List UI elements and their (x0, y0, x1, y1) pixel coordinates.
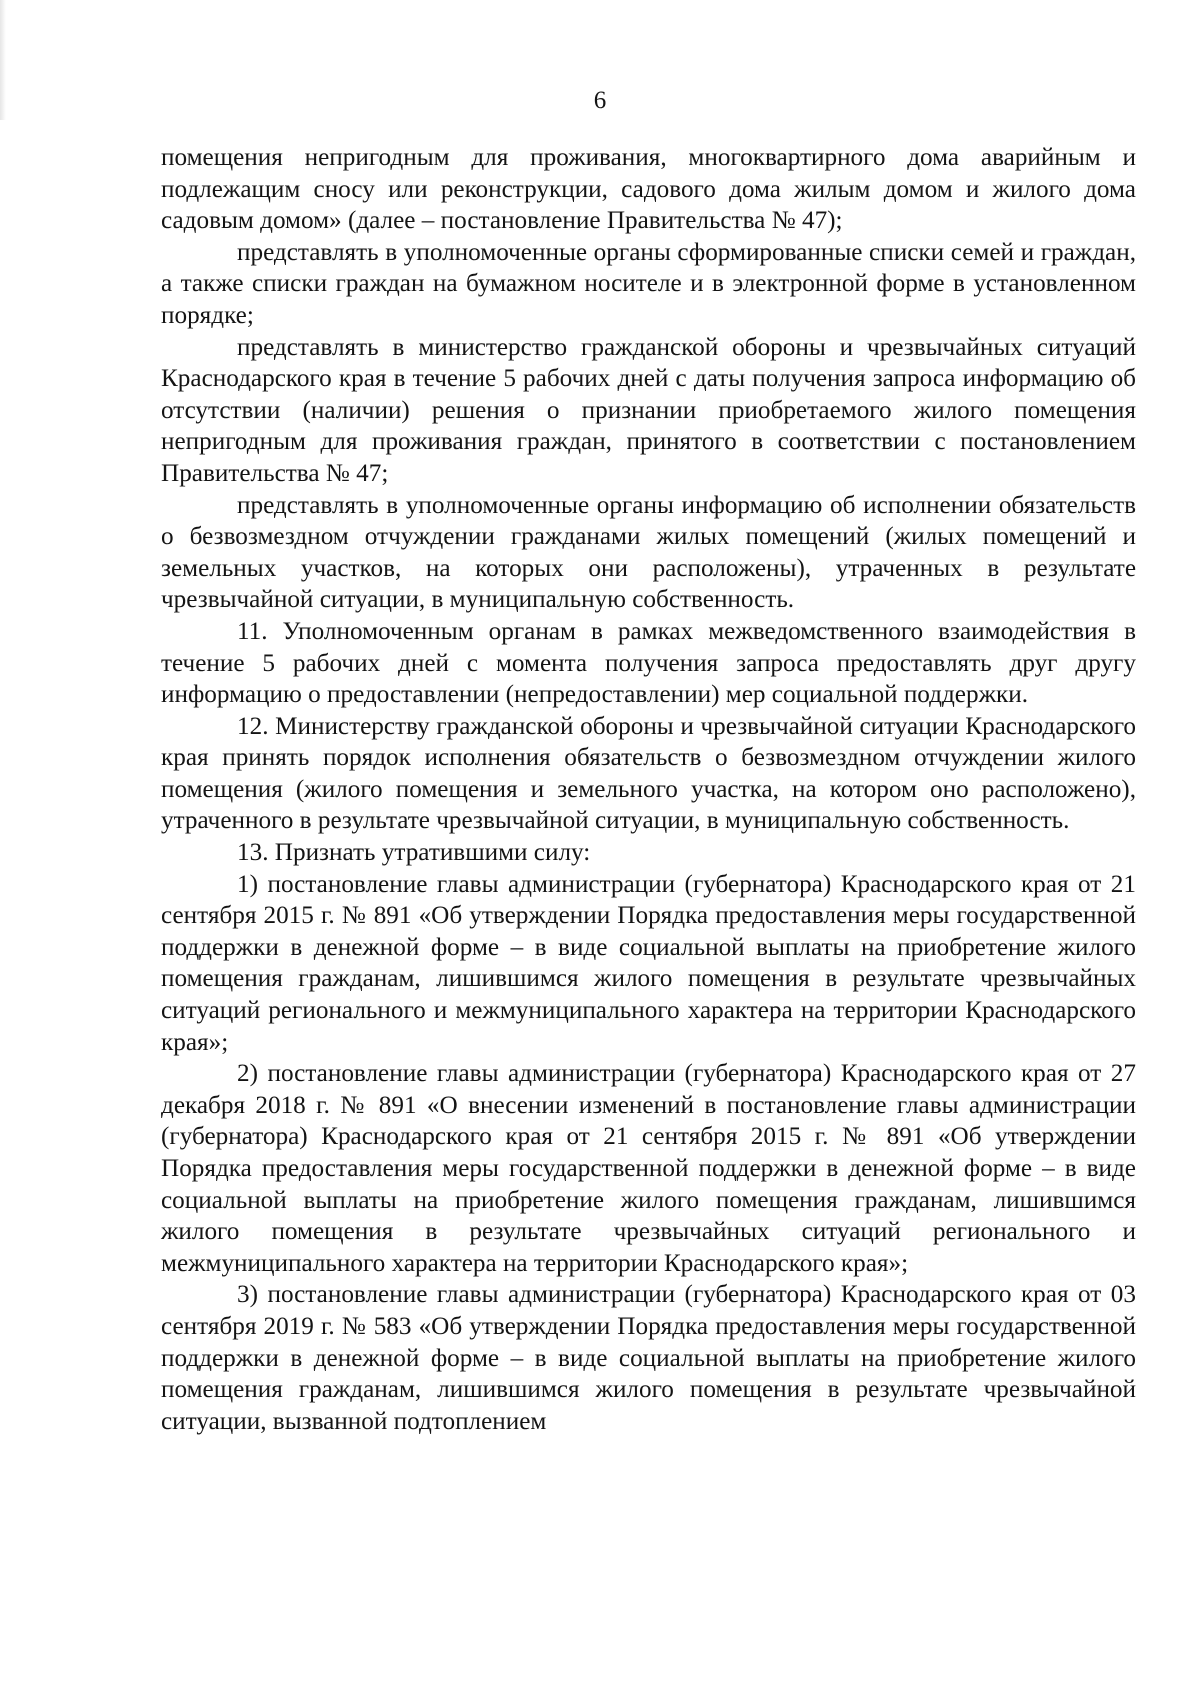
paragraph-repealed-3: 3) постановление главы администрации (губернатора) Краснодарского края от 03 сентября 2019 г. № 583 «Об утверждении Порядка предоставления меры государственной поддержки в денежной форме – в виде социальной выплаты на приобретение жилого помещения гражданам, лишившимся жилого помещения в результате чрезвычайной ситуации, вызванной подтоплением (161, 1281, 1136, 1435)
paragraph-repealed-1: 1) постановление главы администрации (губернатора) Краснодарского края от 21 сентября 2015 г. № 891 «Об утверждении Порядка предоставления меры государственной поддержки в денежной форме – в виде социальной выплаты на приобретение жилого помещения гражданам, лишившимся жилого помещения в результате чрезвычайных ситуаций регионального и межмуниципального характера на территории Краснодарского края»; (161, 870, 1136, 1056)
document-body (161, 142, 1136, 1437)
paragraph-item-11: 11. Уполномоченным органам в рамках межведомственного взаимодействия в течение 5 рабочих дней с момента получения запроса предоставлять друг другу информацию о предоставлении (непредоставлении) мер социальной поддержки. (161, 617, 1136, 709)
paragraph-submit-lists: представлять в уполномоченные органы сформированные списки семей и граждан, а также списки граждан на бумажном носителе и в электронной форме в установленном порядке; (161, 238, 1136, 329)
paragraph-continuation: помещения непригодным для проживания, многоквартирного дома аварийным и подлежащим сносу или реконструкции, садового дома жилым домом и жилого дома садовым домом» (далее – постановление Правительства № 47); (161, 144, 1136, 235)
paragraph-repealed-2: 2) постановление главы администрации (губернатора) Краснодарского края от 27 декабря 2018 г. № 891 «О внесении изменений в постановление главы администрации (губернатора) Краснодарского края от 21 сентября 2015 г. № 891 «Об утверждении Порядка предоставления меры государственной поддержки в денежной форме – в виде социальной выплаты на приобретение жилого помещения гражданам, лишившимся жилого помещения в результате чрезвычайных ситуаций регионального и межмуниципального характера на территории Краснодарского края»; (161, 1060, 1136, 1277)
paragraph-submit-info-ministry: представлять в министерство гражданской обороны и чрезвычайных ситуаций Краснодарского края в течение 5 рабочих дней с даты получения запроса информацию об отсутствии (наличии) решения о признании приобретаемого жилого помещения непригодным для проживания граждан, принятого в соответствии с постановлением Правительства № 47; (161, 333, 1136, 487)
paragraph-submit-obligations: представлять в уполномоченные органы информацию об исполнении обязательств о безвозмездном отчуждении гражданами жилых помещений (жилых помещений и земельных участков, на которых они расположены), утраченных в результате чрезвычайной ситуации, в муниципальную собственность. (161, 491, 1136, 614)
paragraph-item-13: 13. Признать утратившими силу: (237, 839, 591, 867)
paragraph-item-12: 12. Министерству гражданской обороны и чрезвычайной ситуации Краснодарского края принять порядок исполнения обязательств о безвозмездном отчуждении жилого помещения (жилого помещения и земельного участка, на котором оно расположено), утраченного в результате чрезвычайной ситуации, в муниципальную собственность. (161, 712, 1136, 835)
page-number: 6 (593, 87, 607, 114)
